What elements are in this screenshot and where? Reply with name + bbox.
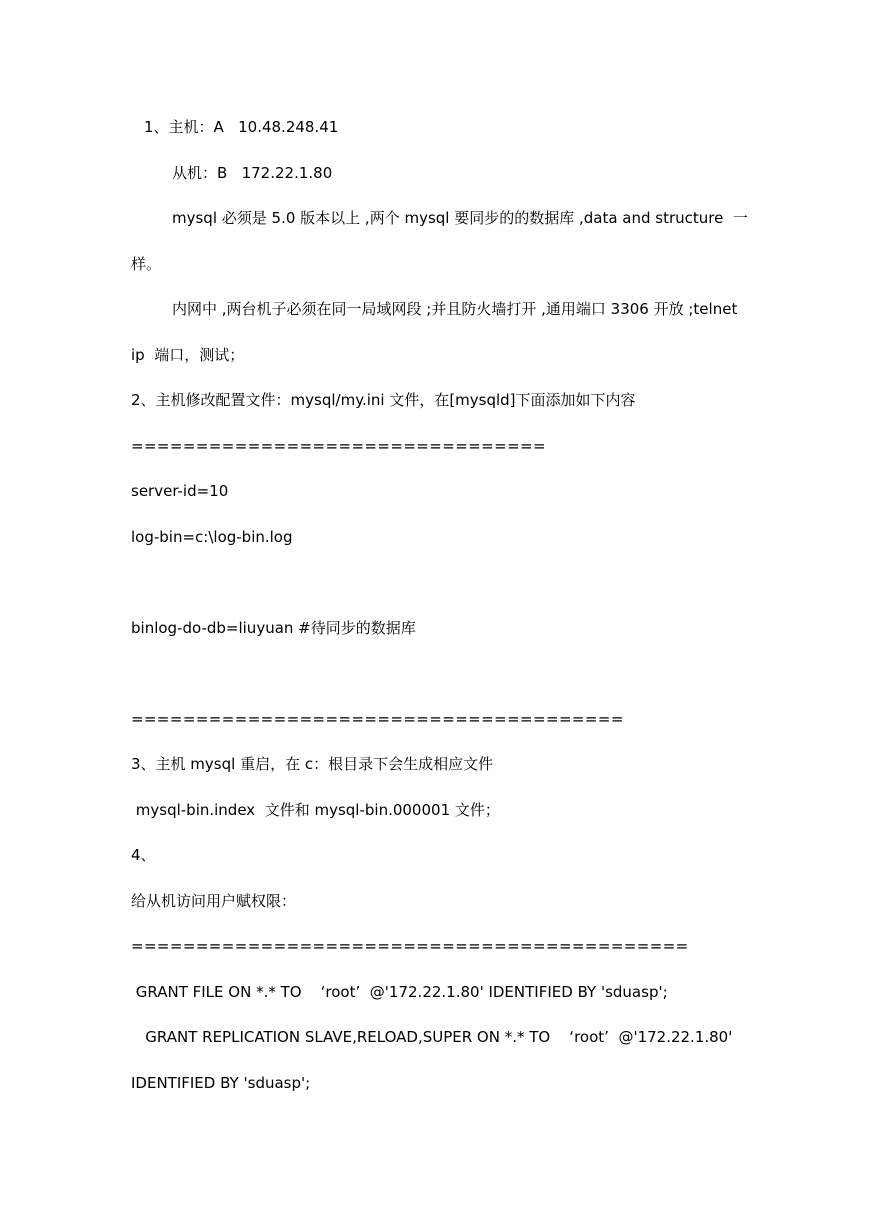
config-line-log-bin: log-bin=c:\log-bin.log [131, 528, 293, 546]
separator-rule: ================================ [131, 437, 546, 455]
text-line-mysql-version: mysql 必须是 5.0 版本以上 ,两个 mysql 要同步的的数据库 ,data and structure 一 [172, 209, 748, 227]
text-line-mysql-version-cont: 样。 [131, 255, 162, 273]
text-line-host: 1、主机：A 10.48.248.41 [144, 118, 339, 136]
text-line-step3: 3、主机 mysql 重启，在 c：根目录下会生成相应文件 [131, 755, 494, 773]
separator-rule: ====================================== [131, 710, 624, 728]
text-line-step2: 2、主机修改配置文件：mysql/my.ini 文件，在[mysqld]下面添加如下内容 [131, 391, 636, 409]
text-line-step3-files: mysql-bin.index 文件和 mysql-bin.000001 文件； [131, 801, 500, 819]
text-line-step4: 4、 [131, 846, 156, 864]
config-line-binlog-do-db: binlog-do-db=liuyuan #待同步的数据库 [131, 619, 416, 637]
text-line-network-cont: ip 端口，测试； [131, 346, 245, 364]
text-line-slave: 从机：B 172.22.1.80 [172, 164, 333, 182]
sql-line-grant-replication: GRANT REPLICATION SLAVE,RELOAD,SUPER ON *.* TO ‘root’ @'172.22.1.80' [131, 1028, 733, 1046]
text-line-network: 内网中 ,两台机子必须在同一局域网段 ;并且防火墙打开 ,通用端口 3306 开放 ;telnet [172, 300, 738, 318]
text-line-grant-intro: 给从机访问用户赋权限： [131, 892, 297, 910]
config-line-server-id: server-id=10 [131, 482, 229, 500]
sql-line-grant-file: GRANT FILE ON *.* TO ‘root’ @'172.22.1.80' IDENTIFIED BY 'sduasp'; [131, 983, 668, 1001]
sql-line-grant-replication-cont: IDENTIFIED BY 'sduasp'; [131, 1074, 311, 1092]
separator-rule: =========================================== [131, 937, 689, 955]
